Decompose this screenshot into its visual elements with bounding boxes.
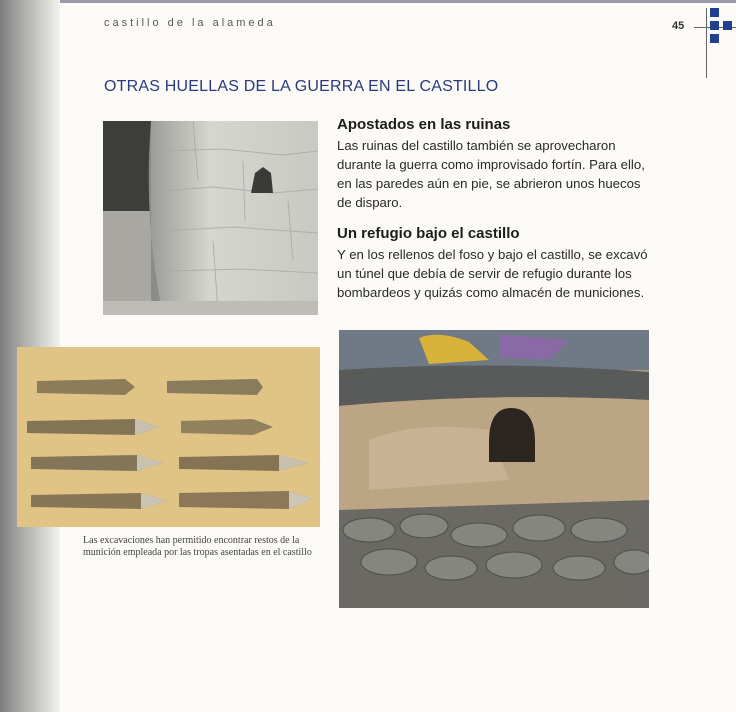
section-title: OTRAS HUELLAS DE LA GUERRA EN EL CASTILLO: [104, 78, 499, 95]
section-1-body: Las ruinas del castillo también se aprovecharon durante la guerra como improvisado fortín. Para ello, en las paredes aún en pie, se abrieron unos huecos de disparo.: [337, 138, 645, 210]
corner-square-icon: [710, 21, 719, 30]
page-number: 45: [672, 20, 685, 32]
section-2-body: Y en los rellenos del foso y bajo el castillo, se excavó un túnel que debía de servir de refugio durante los bombardeos y quizás como almacén de municiones.: [337, 247, 648, 300]
running-title: castillo de la alameda: [104, 17, 276, 29]
section-2-title: Un refugio bajo el castillo: [337, 225, 520, 242]
ammunition-photo: [17, 347, 320, 527]
photo-caption: Las excavaciones han permitido encontrar restos de la munición empleada por las tropas asentadas en el castillo: [83, 535, 312, 558]
corner-square-icon: [710, 8, 719, 17]
tunnel-excavation-photo: [339, 330, 649, 608]
castle-wall-photo: [103, 121, 318, 315]
corner-vertical-rule: [706, 8, 707, 78]
section-1-title: Apostados en las ruinas: [337, 116, 511, 133]
corner-square-icon: [710, 34, 719, 43]
top-rule: [60, 0, 736, 3]
corner-square-icon: [723, 21, 732, 30]
